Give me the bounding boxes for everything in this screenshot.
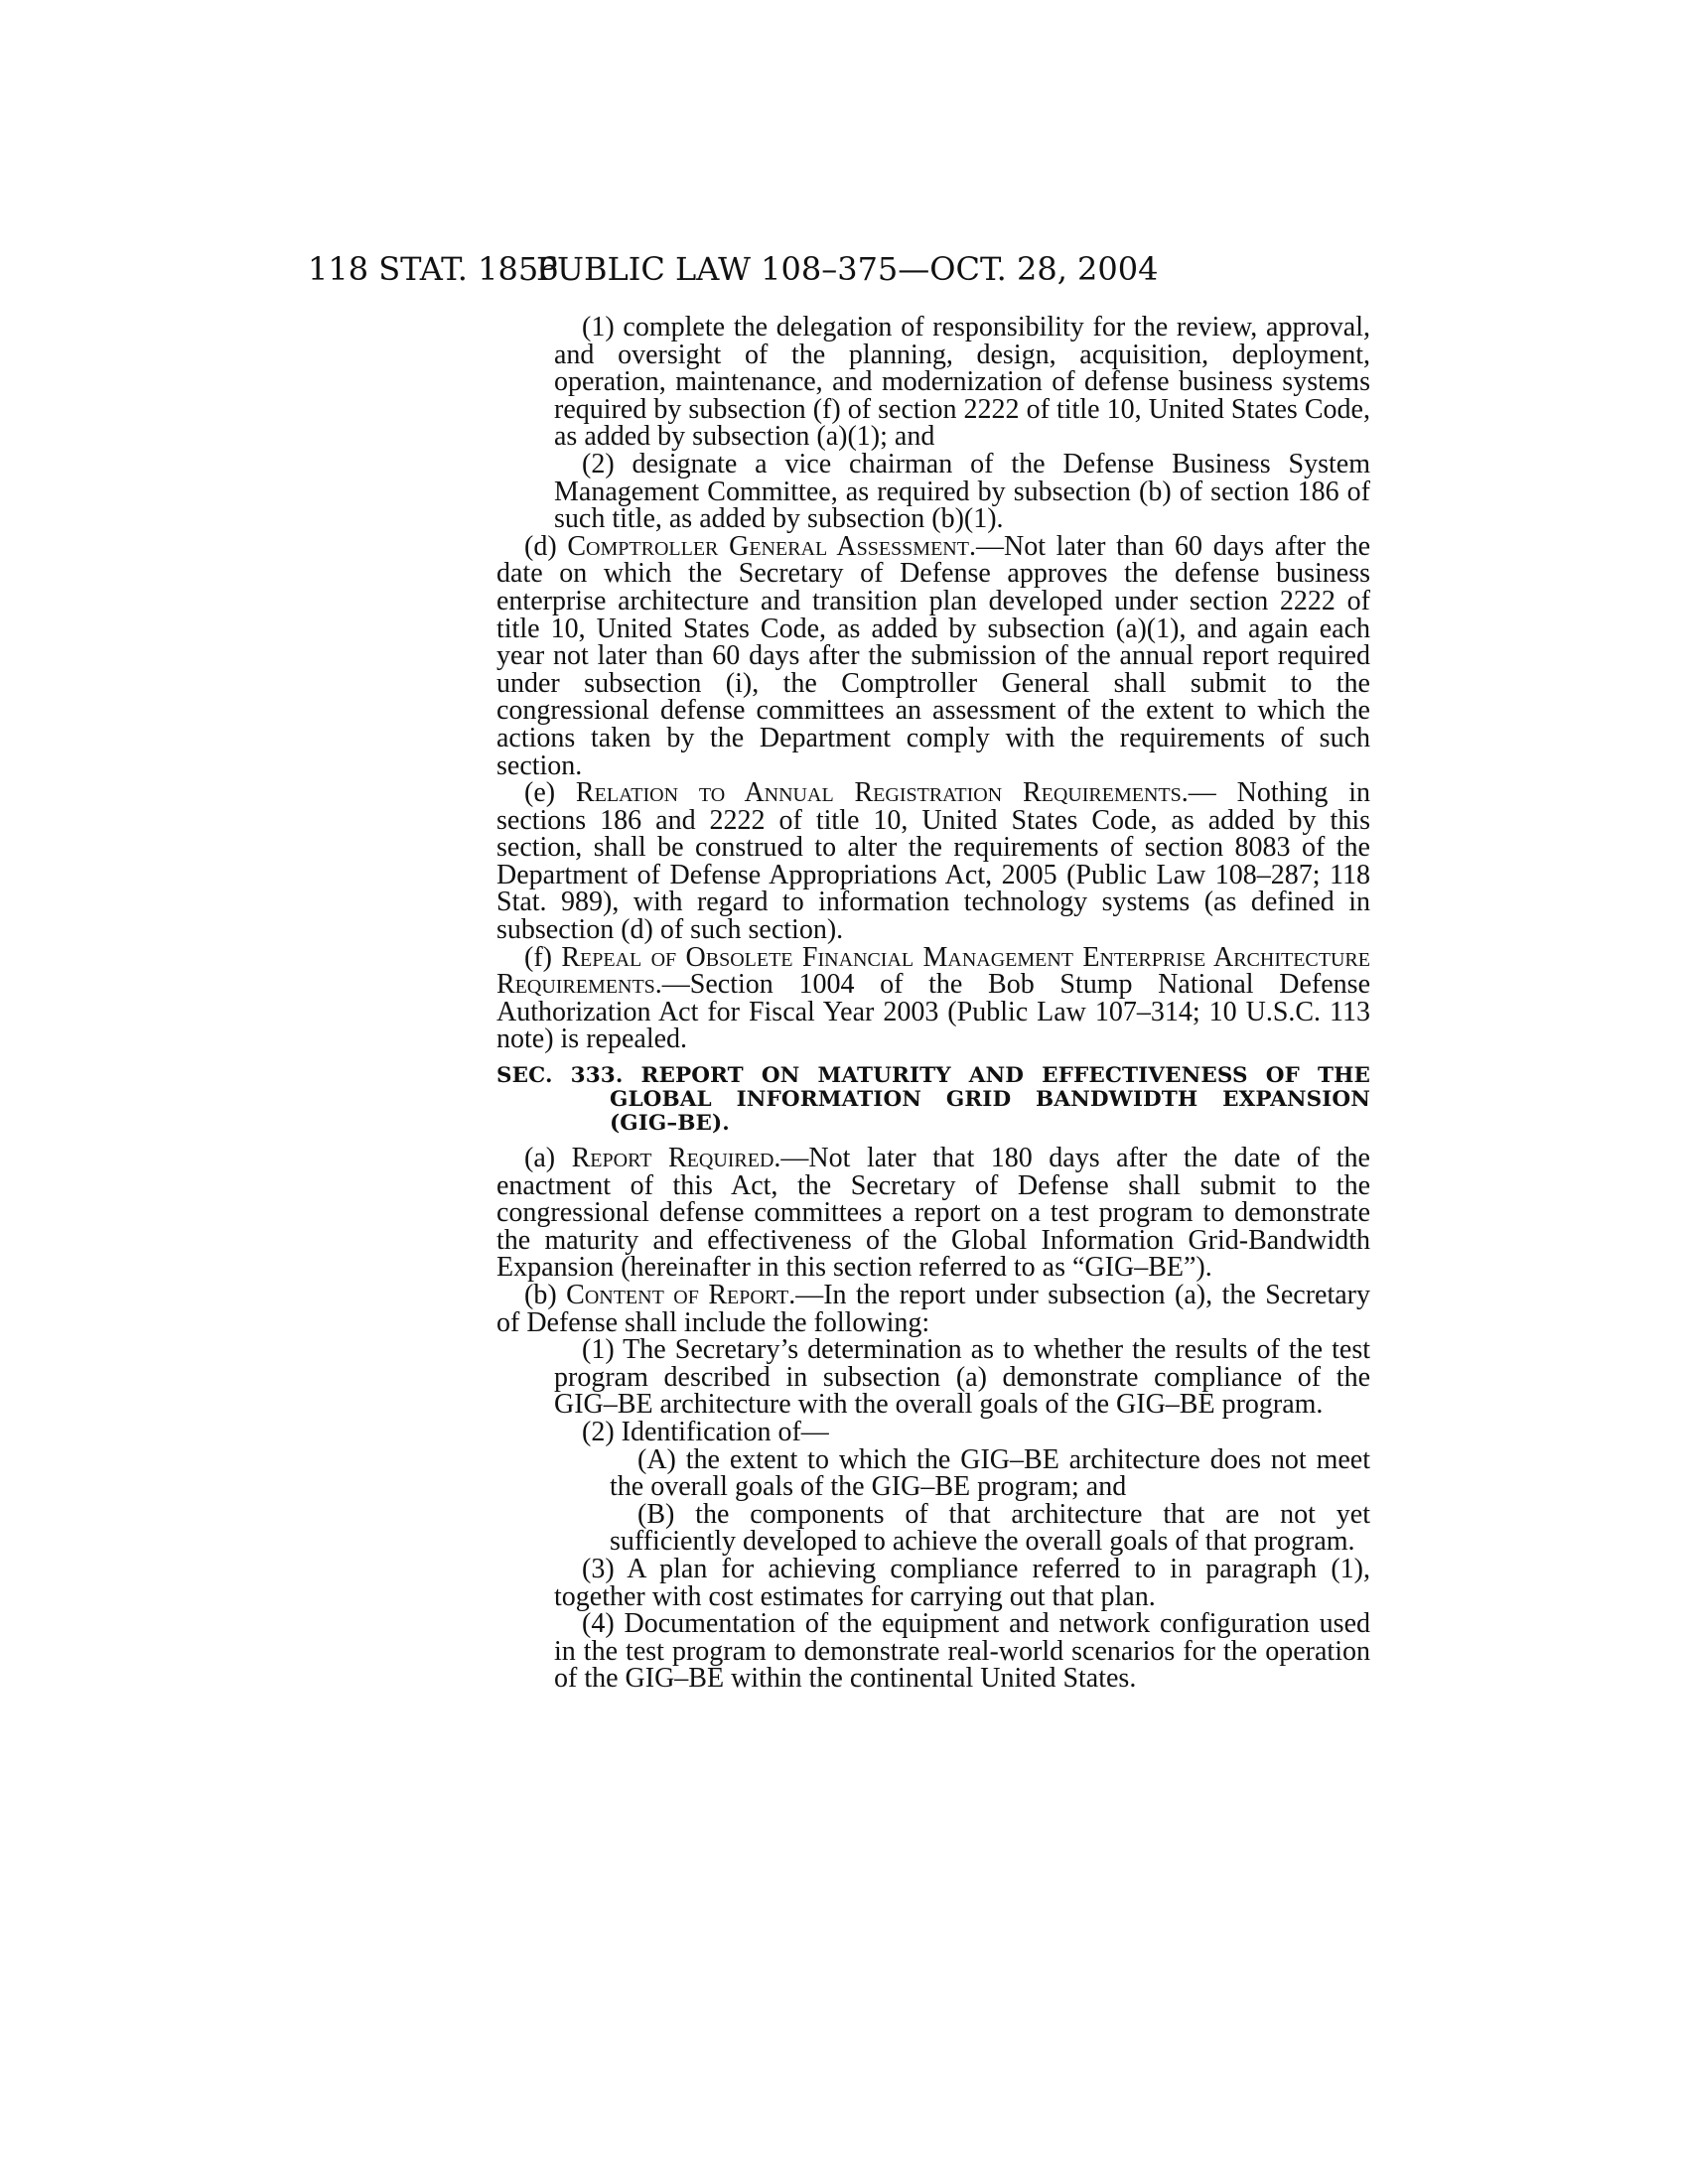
running-header: PUBLIC LAW 108–375—OCT. 28, 2004 (536, 250, 1159, 288)
subsection-d-heading: Comptroller General Assessment (567, 530, 969, 562)
subsection-f-heading: Repeal of Obsolete Financial Management Enterprise Architecture Requirements (496, 941, 1370, 1001)
subsection-d (496, 530, 1370, 781)
subsection-b-label: (b) (524, 1280, 567, 1310)
subparagraph-b2A: (A) the extent to which the GIG–BE architecture does not meet the overall goals of the GIG–BE program; and (610, 1443, 1370, 1503)
document-body (496, 314, 1370, 1693)
paragraph-b4: (4) Documentation of the equipment and network configuration used in the test program to demonstrate real-world scenarios for the operation of the GIG–BE within the continental United States. (554, 1608, 1370, 1695)
subsection-d-text: .—Not later than 60 days after the date on which the Secretary of Defense approves the defense business enterprise architecture and transition plan developed under section 2222 of title 10, United States Code, as added by subsection (a)(1), and again each year not later than 60 days after the submission of the annual report required under subsection (i), the Comptroller General shall submit to the congressional defense committees an assessment of the extent to which the actions taken by the Department comply with the requirements of such section. (496, 530, 1370, 781)
subsection-f-label: (f) (524, 941, 562, 973)
subparagraph-b2B: (B) the components of that architecture that are not yet sufficiently developed to achieve the overall goals of that program. (610, 1498, 1370, 1558)
section-333-heading: SEC. 333. REPORT ON MATURITY AND EFFECTIVENESS OF THE GLOBAL INFORMATION GRID BANDWIDTH EXPANSION (GIG–BE). (496, 1063, 1370, 1137)
subsection-b-heading: Content of Report (566, 1280, 789, 1310)
subsection-e (496, 779, 1370, 944)
paragraph-c2: (2) designate a vice chairman of the Defense Business System Management Committee, as required by subsection (b) of section 186 of such title, as added by subsection (b)(1). (554, 448, 1370, 535)
subsection-d-label: (d) (524, 530, 568, 562)
subsection-a-text: .—Not later that 180 days after the date of the enactment of this Act, the Secretary of Defense shall submit to the congressional defense committees a report on a test program to demonstrate the maturity and effectiveness of the Global Information Grid-Bandwidth Expansion (hereinafter in this section referred to as “GIG–BE”). (496, 1143, 1370, 1284)
subsection-a-label: (a) (524, 1143, 572, 1174)
page-stat-reference: 118 STAT. 1856 (308, 250, 559, 288)
subsection-b (496, 1282, 1370, 1336)
subsection-e-label: (e) (524, 777, 576, 809)
paragraph-b3: (3) A plan for achieving compliance referred to in paragraph (1), together with cost estimates for carrying out that plan. (554, 1553, 1370, 1612)
paragraph-c1: (1) complete the delegation of responsibility for the review, approval, and oversight of the planning, design, acquisition, deployment, operation, maintenance, and modernization of defense business systems required by subsection (f) of section 2222 of title 10, United States Code, as added by subsection (a)(1); and (554, 312, 1370, 453)
subsection-b-text: .—In the report under subsection (a), the Secretary of Defense shall include the following: (496, 1280, 1370, 1338)
subsection-e-text: .— Nothing in sections 186 and 2222 of title 10, United States Code, as added by this section, shall be construed to alter the requirements of section 8083 of the Department of Defense Appropriations Act, 2005 (Public Law 108–287; 118 Stat. 989), with regard to information technology systems (as defined in subsection (d) of such section). (496, 777, 1371, 946)
subsection-f-text: .—Section 1004 of the Bob Stump National Defense Authorization Act for Fiscal Year 2003 (Public Law 107–314; 10 U.S.C. 113 note) is repealed. (496, 969, 1370, 1055)
subsection-a-heading: Report Required (571, 1143, 774, 1174)
paragraph-b1: (1) The Secretary’s determination as to whether the results of the test program described in subsection (a) demonstrate compliance of the GIG–BE architecture with the overall goals of the GIG–BE program. (554, 1334, 1370, 1421)
subsection-e-heading: Relation to Annual Registration Requirements (575, 777, 1182, 809)
subsection-f (496, 941, 1370, 1055)
subsection-a (496, 1145, 1370, 1282)
paragraph-b2: (2) Identification of— (582, 1416, 829, 1447)
